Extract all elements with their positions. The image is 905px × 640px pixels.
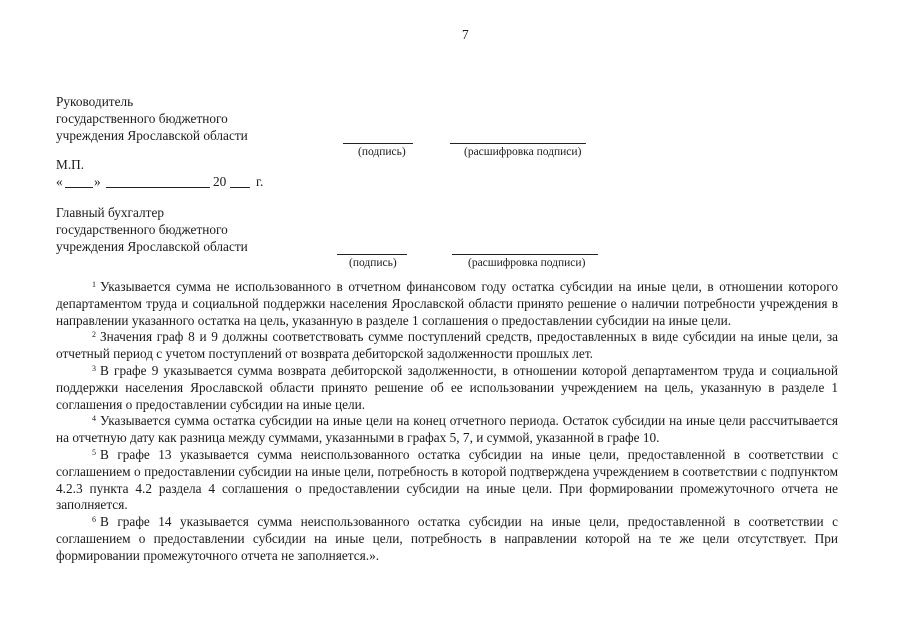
footnote-mark: 2	[92, 330, 96, 340]
accountant-title-line-1: Главный бухгалтер	[56, 205, 165, 220]
head-signature-line	[343, 143, 413, 144]
footnote-text: В графе 9 указывается сумма возврата дебиторской задолженности, в отношении которой департаментом труда и социальной поддержки населения Ярославской области принято решение об ее использовании учреждением на цель, указанную в разделе 1 соглашения о предоставлении субсидии на иные цели.	[56, 362, 838, 412]
footnote-mark: 6	[92, 515, 96, 525]
footnote-mark: 3	[92, 363, 96, 373]
head-name-caption: (расшифровка подписи)	[464, 146, 582, 158]
head-title-line-1: Руководитель	[56, 94, 134, 109]
head-name-line	[450, 143, 586, 144]
footnote-6	[56, 514, 838, 564]
date-year-prefix: 20	[213, 174, 227, 189]
footnote-mark: 4	[92, 414, 96, 424]
head-title-line-3: учреждения Ярославской области	[56, 128, 248, 143]
accountant-signature-caption: (подпись)	[349, 257, 397, 269]
footnote-text: В графе 13 указывается сумма неиспользованного остатка субсидии на иные цели, предоставленной в соответствии с соглашением о предоставлении субсидии на иные цели, потребность в которой подтверждена учреждением в соответствии с подпунктом 4.2.3 пункта 4.2 раздела 4 соглашения о предоставлении субсидии на иные цели. При формировании промежуточного отчета не заполняется.	[56, 446, 838, 513]
date-day-line	[65, 187, 93, 188]
head-title-line-2: государственного бюджетного	[56, 111, 228, 126]
accountant-name-caption: (расшифровка подписи)	[468, 257, 586, 269]
date-year-line	[230, 187, 250, 188]
footnote-mark: 1	[92, 280, 96, 289]
accountant-name-line	[452, 254, 598, 255]
footnote-text: В графе 14 указывается сумма неиспользованного остатка субсидии на иные цели, предоставленной в соответствии с соглашением о предоставлении субсидии на иные цели, потребность в направлении которой на те же цели отсутствует. При формировании промежуточного отчета не заполняется.».	[56, 514, 838, 563]
footnote-1	[56, 279, 838, 329]
footnotes	[56, 279, 838, 565]
footnote-4	[56, 413, 838, 447]
accountant-signature-line	[337, 254, 407, 255]
seal-label: М.П.	[56, 157, 85, 172]
date-open-quote: «	[56, 174, 63, 189]
accountant-title-line-3: учреждения Ярославской области	[56, 239, 248, 254]
footnote-text: Значения граф 8 и 9 должны соответствовать сумме поступлений средств, предоставленных в виде субсидии на иные цели, за отчетный период с учетом поступлений от возврата дебиторской задолженности прошлых лет.	[56, 329, 838, 362]
footnote-text: Указывается сумма остатка субсидии на иные цели на конец отчетного периода. Остаток субсидии на иные цели рассчитывается на отчетную дату как разница между суммами, указанными в графах 5, 7, и суммой, указанной в графе 10.	[56, 413, 838, 446]
date-month-line	[106, 187, 210, 188]
date-close-quote: »	[94, 174, 101, 189]
footnote-mark: 5	[92, 447, 96, 457]
page-number: 7	[462, 27, 469, 42]
footnote-text: Указывается сумма не использованного в отчетном финансовом году остатка субсидии на иные цели, в отношении которого департаментом труда и социальной поддержки населения Ярославской области принято решение о наличии потребности учреждения в направлении указанного остатка на цель, указанную в разделе 1 соглашения о предоставлении субсидии на иные цели.	[56, 279, 838, 328]
footnote-5	[56, 447, 838, 514]
head-signature-caption: (подпись)	[358, 146, 406, 158]
footnote-3	[56, 363, 838, 413]
footnote-2	[56, 329, 838, 363]
date-year-suffix: г.	[256, 174, 264, 189]
accountant-title-line-2: государственного бюджетного	[56, 222, 228, 237]
